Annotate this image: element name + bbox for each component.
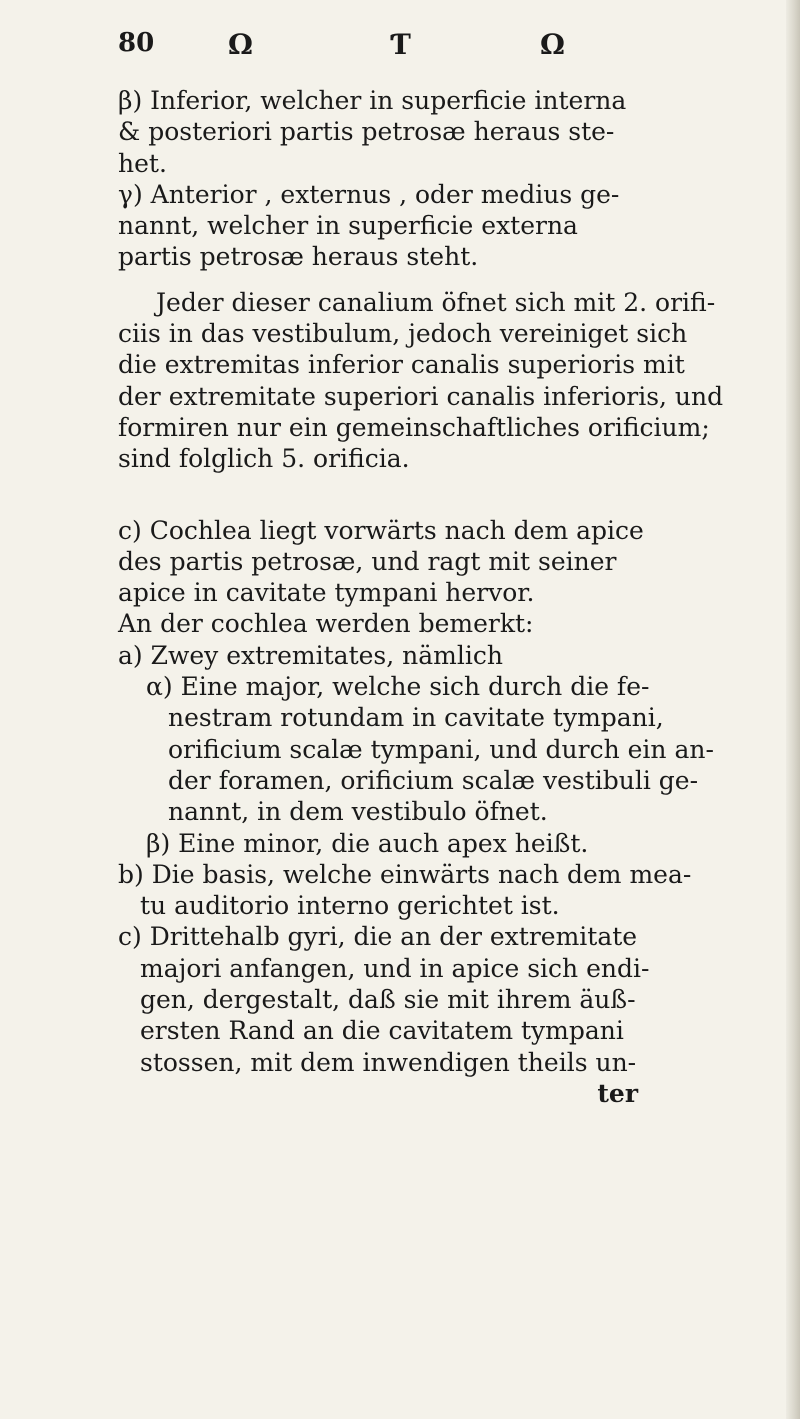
text-line: des partis petrosæ, und ragt mit seiner <box>118 546 617 576</box>
item-beta-minor <box>118 828 788 859</box>
text-line: partis petrosæ heraus steht. <box>118 242 479 272</box>
item-c-gyri <box>118 921 788 1077</box>
text-line: ciis in das vestibulum, jedoch vereiniget sich <box>118 319 688 349</box>
text-line: nannt, welcher in superficie externa <box>118 211 578 241</box>
text-line: c) Drittehalb gyri, die an der extremitate <box>118 922 638 952</box>
catchword: ter <box>597 1078 638 1108</box>
text-line: stossen, mit dem inwendigen theils un- <box>140 1047 637 1077</box>
item-beta-inferior <box>118 85 788 179</box>
signature-mark-1: Ω <box>228 28 253 61</box>
text-line: α) Eine major, welche sich durch die fe- <box>146 672 650 702</box>
cochlea-list-intro <box>118 608 788 671</box>
text-line: ersten Rand an die cavitatem tympani <box>140 1016 624 1046</box>
page-number: 80 <box>118 28 155 58</box>
signature-mark-3: Ω <box>540 28 565 61</box>
text-line: sind folglich 5. orificia. <box>118 444 410 474</box>
section-cochlea <box>118 515 788 609</box>
text-line: nestram rotundam in cavitate tympani, <box>168 703 664 733</box>
text-line: der foramen, orificium scalæ vestibuli ge- <box>168 765 699 795</box>
text-line: a) Zwey extremitates, nämlich <box>118 640 503 670</box>
item-b-basis <box>118 859 788 922</box>
text-line: nannt, in dem vestibulo öfnet. <box>168 797 548 827</box>
text-line: γ) Anterior , externus , oder medius ge- <box>118 179 620 209</box>
running-header <box>0 28 800 78</box>
page-edge <box>786 0 800 1419</box>
item-alpha-major <box>118 671 788 827</box>
text-line: An der cochlea werden bemerkt: <box>118 609 534 639</box>
text-line: β) Eine minor, die auch apex heißt. <box>146 828 589 858</box>
text-line: Jeder dieser canalium öfnet sich mit 2. orifi- <box>156 287 716 317</box>
text-line: het. <box>118 148 167 178</box>
text-line: majori anfangen, und in apice sich endi- <box>140 953 650 983</box>
text-line: orificium scalæ tympani, und durch ein an- <box>168 734 714 764</box>
page-body <box>118 85 788 1109</box>
text-line: c) Cochlea liegt vorwärts nach dem apice <box>118 515 644 545</box>
text-line: b) Die basis, welche einwärts nach dem mea- <box>118 859 692 889</box>
text-line: β) Inferior, welcher in superficie interna <box>118 86 627 115</box>
text-line: der extremitate superiori canalis inferioris, und <box>118 381 724 411</box>
text-line: tu auditorio interno gerichtet ist. <box>140 891 560 921</box>
paragraph-canalium <box>118 287 788 475</box>
text-line: & posteriori partis petrosæ heraus ste- <box>118 117 615 147</box>
text-line: formiren nur ein gemeinschaftliches orificium; <box>118 412 710 442</box>
text-line: gen, dergestalt, daß sie mit ihrem äuß- <box>140 985 636 1015</box>
item-gamma-anterior <box>118 179 788 273</box>
text-line: apice in cavitate tympani hervor. <box>118 578 535 608</box>
text-line: die extremitas inferior canalis superioris mit <box>118 350 685 380</box>
signature-mark-2: Ƭ <box>390 28 411 61</box>
